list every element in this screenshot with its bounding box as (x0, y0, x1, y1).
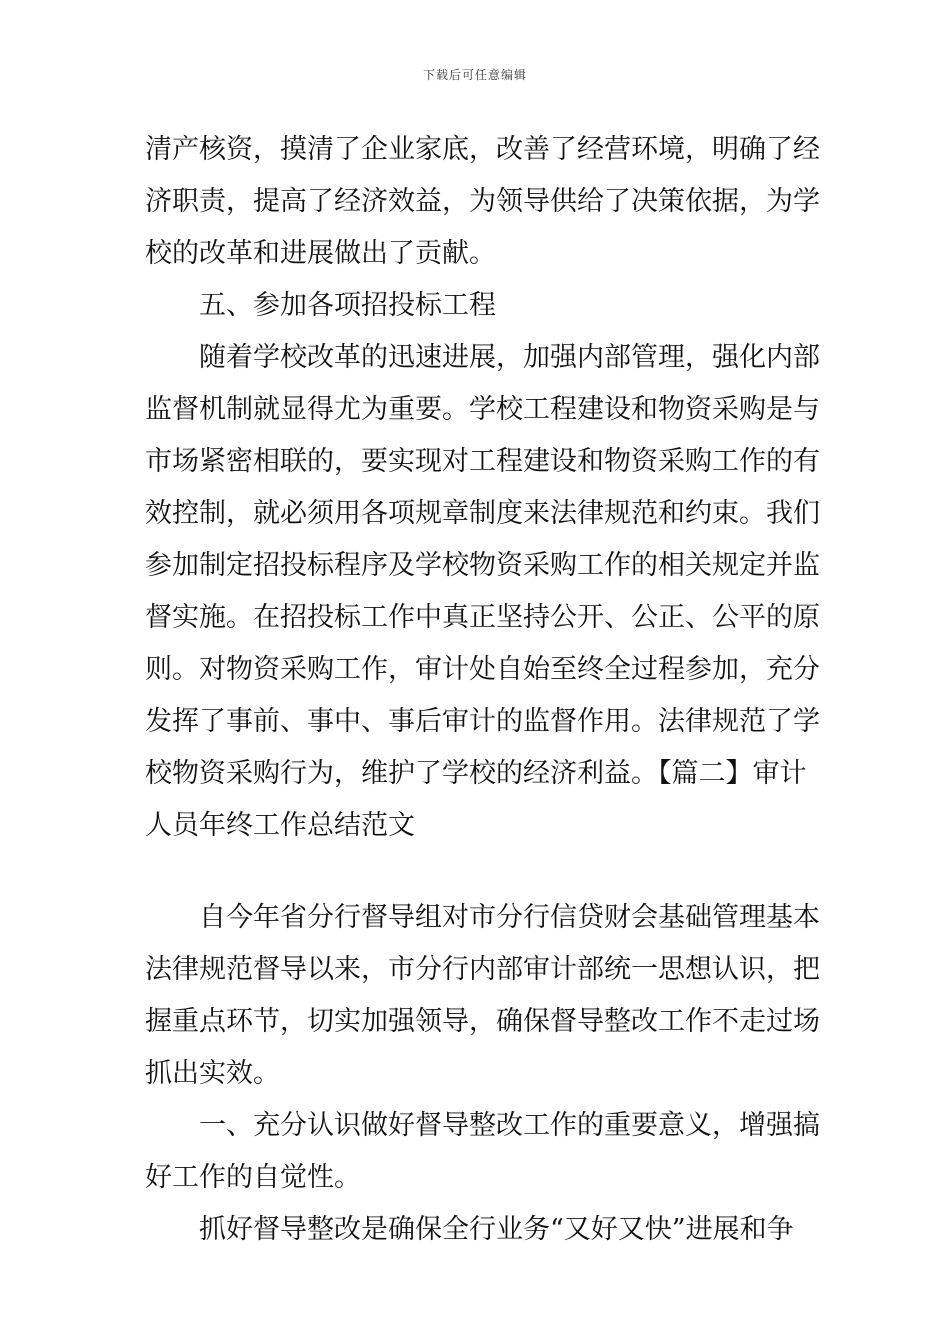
text-line: 法律规范督导以来，市分行内部审计部统一思想认识，把 (145, 954, 820, 985)
text-line: 市场紧密相联的，要实现对工程建设和物资采购工作的有 (145, 446, 820, 477)
text-line: 济职责，提高了经济效益，为领导供给了决策依据，为学 (145, 186, 820, 217)
text-line: 抓好督导整改是确保全行业务“又好又快”进展和争 (199, 1214, 794, 1245)
document-body (145, 124, 820, 1256)
text-line: 清产核资，摸清了企业家底，改善了经营环境，明确了经 (145, 134, 820, 165)
page-header: 下载后可任意编辑 (422, 68, 527, 82)
text-line: 握重点环节，切实加强领导，确保督导整改工作不走过场 (145, 1006, 820, 1037)
text-line: 随着学校改革的迅速进展，加强内部管理，强化内部 (199, 342, 820, 373)
text-line: 校的改革和进展做出了贡献。 (145, 238, 496, 269)
text-line: 自今年省分行督导组对市分行信贷财会基础管理基本 (199, 902, 820, 933)
section-heading: 五、参加各项招投标工程 (199, 290, 496, 321)
text-line: 效控制，就必须用各项规章制度来法律规范和约束。我们 (145, 498, 820, 529)
text-line: 则。对物资采购工作，审计处自始至终全过程参加，充分 (145, 654, 820, 685)
paragraph-gap (145, 852, 810, 892)
text-line: 监督机制就显得尤为重要。学校工程建设和物资采购是与 (145, 394, 820, 425)
text-line: 督实施。在招投标工作中真正坚持公开、公正、公平的原 (145, 602, 820, 633)
text-line: 发挥了事前、事中、事后审计的监督作用。法律规范了学 (145, 706, 820, 737)
article-title: 人员年终工作总结范文 (145, 810, 415, 841)
text-line: 抓出实效。 (145, 1058, 280, 1089)
section-heading-continued: 好工作的自觉性。 (145, 1162, 361, 1193)
text-line: 校物资采购行为，维护了学校的经济利益。【篇二】审计 (145, 758, 807, 789)
section-heading: 一、充分认识做好督导整改工作的重要意义，增强搞 (199, 1110, 820, 1141)
text-line: 参加制定招投标程序及学校物资采购工作的相关规定并监 (145, 550, 820, 581)
